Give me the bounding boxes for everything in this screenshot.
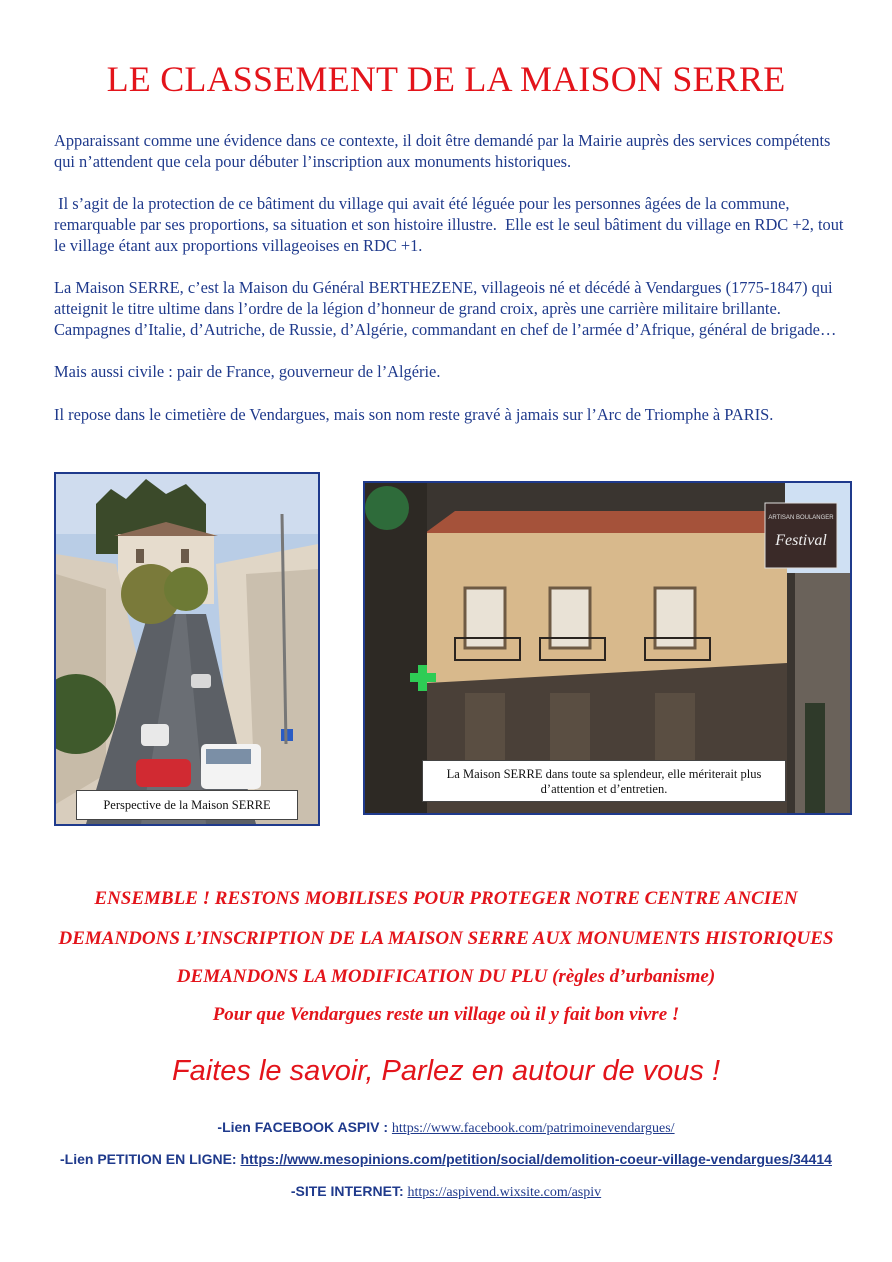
site-link-line: [0, 1183, 892, 1201]
maison-serre-photo: [363, 481, 852, 815]
history-paragraph: La Maison SERRE, c’est la Maison du Général BERTHEZENE, villageois né et décédé à Vendargues (1775-1847) qui atteignit le titre ultime dans l’ordre de la légion d’honneur de grand croix, après une carrière militaire brillante. Campagnes d’Italie, d’Autriche, de Russie, d’Algérie, commandant en chef de l’armée d’Afrique, général de brigade…: [54, 278, 837, 339]
sign-main-text: Festival: [775, 532, 827, 549]
right-photo-caption: La Maison SERRE dans toute sa splendeur, elle mériterait plus d’attention et d’entretien.: [422, 760, 786, 802]
page-title: LE CLASSEMENT DE LA MAISON SERRE: [106, 59, 786, 99]
sign-small-text: ARTISAN BOULANGER: [768, 515, 834, 521]
burial-paragraph: Il repose dans le cimetière de Vendargues, mais son nom reste gravé à jamais sur l’Arc de Triomphe à PARIS.: [54, 405, 774, 424]
petition-link[interactable]: https://www.mesopinions.com/petition/social/demolition-coeur-village-vendargues/34414: [240, 1151, 832, 1167]
left-photo-caption: Perspective de la Maison SERRE: [76, 790, 298, 820]
facebook-link[interactable]: https://www.facebook.com/patrimoinevendargues/: [391, 1121, 675, 1136]
rally-line-3: DEMANDONS LA MODIFICATION DU PLU (règles d’urbanisme): [176, 966, 716, 987]
facebook-link-line: [0, 1119, 892, 1137]
site-link[interactable]: https://aspivend.wixsite.com/aspiv: [407, 1185, 602, 1200]
site-label: -SITE INTERNET:: [290, 1183, 408, 1199]
facebook-label: -Lien FACEBOOK ASPIV :: [217, 1119, 392, 1135]
rally-line-1: ENSEMBLE ! RESTONS MOBILISES POUR PROTEGER NOTRE CENTRE ANCIEN: [94, 888, 798, 909]
petition-link-line: [0, 1151, 892, 1168]
protection-paragraph: Il s’agit de la protection de ce bâtiment du village qui avait été léguée pour les personnes âgées de la commune, remarquable par ses proportions, sa situation et son histoire illustre. Elle est le seul bâtiment du village en RDC +2, tout le village étant aux proportions villageoises en RDC +1.: [54, 194, 848, 255]
rally-line-2: DEMANDONS L’INSCRIPTION DE LA MAISON SERRE AUX MONUMENTS HISTORIQUES: [58, 928, 834, 949]
civil-paragraph: Mais aussi civile : pair de France, gouverneur de l’Algérie.: [54, 362, 441, 381]
spread-the-word: Faites le savoir, Parlez en autour de vous !: [171, 1055, 721, 1087]
rally-line-4: Pour que Vendargues reste un village où il y fait bon vivre !: [212, 1004, 680, 1025]
intro-paragraph: Apparaissant comme une évidence dans ce contexte, il doit être demandé par la Mairie auprès des services compétents qui n’attendent que cela pour débuter l’inscription aux monuments historiques.: [54, 131, 831, 171]
street-photo: [54, 472, 320, 826]
petition-label: -Lien PETITION EN LIGNE:: [60, 1151, 241, 1167]
